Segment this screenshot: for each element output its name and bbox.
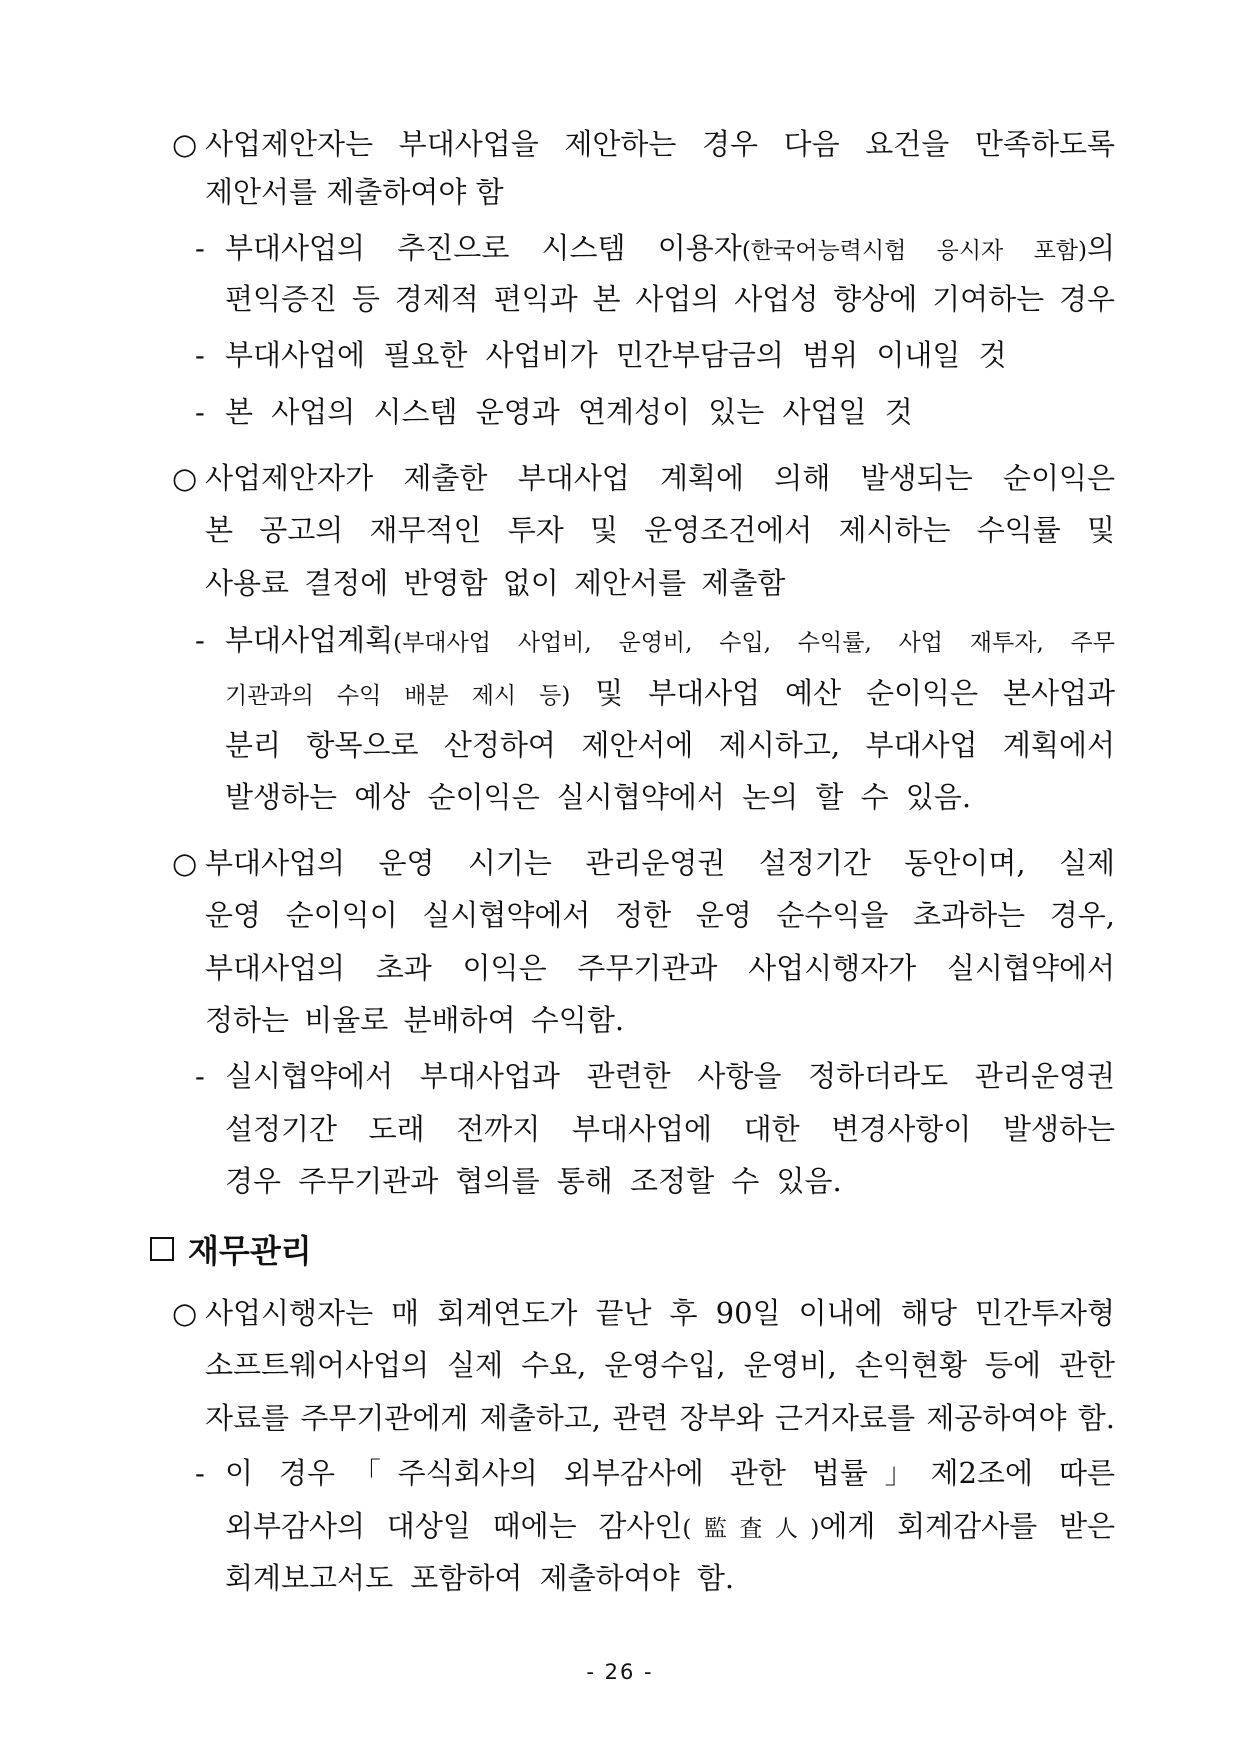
bullet-dash: - <box>195 231 205 265</box>
bullet-circle: ○ <box>172 1296 198 1330</box>
bullet-circle: ○ <box>172 461 198 495</box>
text-line: 부대사업의 초과 이익은 주무기관과 사업시행자가 실시협약에서 <box>205 951 1115 985</box>
text-line: 분리 항목으로 산정하여 제안서에 제시하고, 부대사업 계획에서 <box>225 728 1115 762</box>
text-line: 본 공고의 재무적인 투자 및 운영조건에서 제시하는 수익률 및 <box>205 513 1115 547</box>
section-heading <box>150 1225 312 1273</box>
text-line: 이 경우「주식회사의 외부감사에 관한 법률」제2조에 따른 <box>225 1456 1115 1490</box>
text-line: 사업제안자는 부대사업을 제안하는 경우 다음 요건을 만족하도록 <box>205 127 1115 161</box>
text-line: 정하는 비율로 분배하여 수익함. <box>205 1003 625 1037</box>
bullet-circle: ○ <box>172 127 198 161</box>
bullet-dash: - <box>195 623 205 657</box>
text-line: 사용료 결정에 반영함 없이 제안서를 제출함 <box>205 566 786 600</box>
text-line: 부대사업의 추진으로 시스템 이용자(한국어능력시험 응시자 포함)의 <box>225 231 1115 265</box>
bullet-dash: - <box>195 1456 205 1490</box>
text-line: 제안서를 제출하여야 함 <box>205 175 504 209</box>
checkbox-square-icon <box>150 1237 174 1261</box>
text-line: 자료를 주무기관에게 제출하고, 관련 장부와 근거자료를 제공하여야 함. <box>205 1401 1115 1435</box>
text-line: 부대사업계획(부대사업 사업비, 운영비, 수입, 수익률, 사업 재투자, 주무 <box>225 623 1115 657</box>
section-title: 재무관리 <box>188 1232 312 1270</box>
text-line: 편익증진 등 경제적 편익과 본 사업의 사업성 향상에 기여하는 경우 <box>225 282 1115 316</box>
text-line: 기관과의 수익 배분 제시 등) 및 부대사업 예산 순이익은 본사업과 <box>225 676 1115 710</box>
text-line: 운영 순이익이 실시협약에서 정한 운영 순수익을 초과하는 경우, <box>205 898 1115 932</box>
text-line: 실시협약에서 부대사업과 관련한 사항을 정하더라도 관리운영권 <box>225 1059 1115 1093</box>
text-line: 외부감사의 대상일 때에는 감사인(監査人)에게 회계감사를 받은 <box>225 1509 1115 1543</box>
text-line: 부대사업의 운영 시기는 관리운영권 설정기간 동안이며, 실제 <box>205 846 1115 880</box>
bullet-circle: ○ <box>172 846 198 880</box>
text-line: 경우 주무기관과 협의를 통해 조정할 수 있음. <box>225 1164 842 1198</box>
text-line: 사업제안자가 제출한 부대사업 계획에 의해 발생되는 순이익은 <box>205 461 1115 495</box>
text-line: 본 사업의 시스템 운영과 연계성이 있는 사업일 것 <box>225 395 913 429</box>
bullet-dash: - <box>195 338 205 372</box>
text-line: 설정기간 도래 전까지 부대사업에 대한 변경사항이 발생하는 <box>225 1112 1115 1146</box>
text-line: 부대사업에 필요한 사업비가 민간부담금의 범위 이내일 것 <box>225 338 1007 372</box>
text-line: 발생하는 예상 순이익은 실시협약에서 논의 할 수 있음. <box>225 780 972 814</box>
bullet-dash: - <box>195 395 205 429</box>
text-line: 사업시행자는 매 회계연도가 끝난 후 90일 이내에 해당 민간투자형 <box>205 1296 1115 1330</box>
page-number: - 26 - <box>586 1660 654 1684</box>
bullet-dash: - <box>195 1059 205 1093</box>
text-line: 회계보고서도 포함하여 제출하여야 함. <box>225 1561 735 1595</box>
text-line: 소프트웨어사업의 실제 수요, 운영수입, 운영비, 손익현황 등에 관한 <box>205 1348 1115 1382</box>
